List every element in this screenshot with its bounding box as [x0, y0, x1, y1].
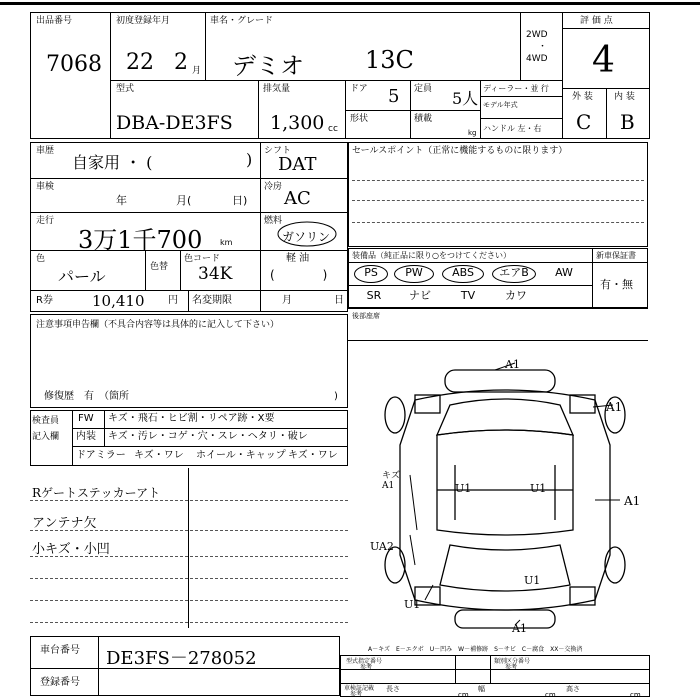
top-rule [0, 2, 700, 5]
first-reg-label: 初度登録年月 [116, 16, 171, 26]
note-3: 小キズ・小凹 [32, 542, 110, 557]
lot-no: 7068 [46, 52, 102, 77]
interior-grade: B [620, 110, 635, 134]
mark-left: キズ A1 [382, 471, 400, 491]
length-cm: cm [458, 691, 469, 699]
car-name-label: 車名・グレード [210, 16, 274, 26]
exterior-label: 外 装 [572, 92, 593, 102]
steering-label: ハンドル 左・右 [483, 124, 542, 133]
class-no-ref: 参考 [505, 664, 518, 671]
equipment-item-r2-0: SR [366, 289, 382, 302]
model-year-label: モデル年式 [483, 101, 518, 109]
equipment-item-4: AW [555, 266, 573, 279]
drive-dot: ・ [538, 42, 548, 52]
shift: DAT [278, 154, 317, 175]
inspection-close: ) [246, 150, 253, 169]
inspection-value: 自家用 ・ ( [72, 153, 153, 172]
mirror-label: ドアミラー [76, 450, 126, 461]
repair-close: ) [334, 391, 338, 402]
doors-label: ドア [350, 84, 368, 94]
doors: 5 [388, 86, 400, 107]
lot-no-label: 出品番号 [36, 16, 73, 26]
oil-label: 軽 油 [286, 253, 310, 264]
note-2: アンテナ欠 [32, 516, 97, 531]
exterior-grade: C [576, 110, 592, 134]
type-no-ref: 参考 [360, 664, 373, 671]
displacement: 1,300 [270, 112, 325, 134]
interior-label: 内 装 [614, 92, 635, 102]
type-no-label: 型式指定番号 [346, 658, 383, 665]
equipment-item-r2-2: TV [460, 289, 476, 302]
equipment-item-2: ABS [452, 266, 474, 279]
mark-front: A1 [505, 358, 520, 371]
new-warranty-label: 新車保証書 [596, 251, 636, 260]
mark-right: A1 [624, 494, 641, 508]
shaken-day: 日) [232, 194, 248, 207]
km-unit: km [220, 238, 233, 247]
fuel-label: 燃料 [264, 216, 283, 226]
grade-score: 4 [592, 40, 615, 81]
ac: AC [284, 188, 311, 209]
recycle-amount: 10,410 [92, 292, 145, 310]
color: パール [58, 267, 106, 286]
equipment-item-r2-1: ナビ [409, 289, 431, 302]
wheel-text: キズ・ワレ [288, 450, 338, 461]
shift-label: シフト [264, 146, 292, 156]
color-change-label: 色替 [150, 262, 169, 272]
damage-legend: A－キズ E－エクボ U－凹み W－補修跡 S－サビ C－腐食 XX－交換済 [368, 646, 583, 653]
inspector-label-1: 検査員 [32, 416, 60, 426]
sales-box [348, 142, 648, 247]
mark-rear-right: U1 [524, 574, 541, 587]
equipment-item-0: PS [364, 266, 378, 279]
equipment-item-3: エアB [499, 266, 529, 279]
first-reg-month: 2 [174, 50, 188, 75]
inspection-label: 車歴 [36, 146, 55, 156]
kg-unit: kg [468, 129, 477, 137]
color-label: 色 [36, 254, 46, 264]
load-label: 積載 [414, 114, 433, 124]
mark-left-rear: UA2 [370, 540, 394, 553]
height-cm: cm [630, 691, 641, 699]
dims-ref: 参考 [350, 691, 363, 698]
dims-label: 車検証記載 [344, 685, 375, 692]
inspector-label-2: 記入欄 [32, 432, 60, 442]
drive-4wd: 4WD [526, 54, 548, 64]
notes-label: 注意事項申告欄（不具合内容等は具体的に記入して下さい） [36, 320, 280, 330]
mark-left-door: U1 [455, 482, 472, 495]
length-label: 長さ [386, 685, 400, 693]
chassis-value: DE3FS－278052 [106, 648, 257, 669]
model-code: DBA-DE3FS [116, 112, 233, 134]
equipment-circle-1 [394, 265, 434, 283]
width-label: 幅 [478, 685, 485, 693]
shaken-year: 年 [116, 194, 127, 207]
nc-day: 日 [334, 295, 344, 306]
oil-parens: ( ) [270, 268, 328, 282]
height-label: 高さ [566, 685, 580, 693]
capacity-label: 定員 [414, 84, 433, 94]
mirror-text: キズ・ワレ [134, 450, 184, 461]
rear-seat-label: 後部座席 [352, 312, 380, 320]
yen-unit: 円 [168, 295, 178, 306]
ac-label: 冷房 [264, 182, 283, 192]
month-unit: 月 [192, 66, 202, 76]
interior-check-text: キズ・汚レ・コゲ・穴・スレ・ヘタリ・破レ [108, 431, 308, 442]
equipment-label: 装備品（純正品に限り○をつけてください） [352, 251, 511, 260]
capacity: 5人 [452, 89, 479, 108]
equipment-circle-0 [354, 265, 388, 283]
chassis-label: 車台番号 [40, 645, 80, 656]
recycle-label: R券 [36, 295, 53, 306]
drive-2wd: 2WD [526, 30, 548, 40]
interior-check-label: 内装 [76, 431, 96, 442]
shaken-month: 月( [176, 194, 192, 207]
cc-unit: cc [328, 124, 338, 134]
equipment-item-1: PW [405, 266, 423, 279]
warranty: 有・無 [600, 278, 633, 291]
first-reg-year: 22 [126, 50, 154, 75]
color-code-label: 色コード [184, 254, 221, 264]
class-no-label: 類別区分番号 [494, 658, 531, 665]
name-change-label: 名変期限 [192, 295, 232, 306]
width-cm: cm [545, 691, 556, 699]
registration-label: 登録番号 [40, 677, 80, 688]
fuel-circle [276, 220, 338, 248]
mark-rear: A1 [512, 622, 527, 635]
color-code: 34K [198, 264, 233, 284]
mark-right-door: U1 [530, 482, 547, 495]
shaken-label: 車検 [36, 182, 55, 192]
sales-points-label: セールスポイント（正常に機能するものに限ります） [352, 146, 568, 156]
mark-right-front: A1 [606, 400, 623, 414]
note-1: Rゲートステッカーアト [32, 486, 161, 500]
mileage-label: 走行 [36, 216, 55, 226]
repair-history: 修復歴 有 （箇所 [44, 391, 129, 402]
dealer-label: ディーラー・並 行 [483, 84, 549, 93]
shape-label: 形状 [350, 114, 369, 124]
displacement-label: 排気量 [263, 84, 291, 94]
nc-month: 月 [282, 295, 292, 306]
grade: 13C [365, 46, 414, 74]
equipment-item-r2-3: カワ [505, 289, 527, 302]
equipment-circle-2 [442, 265, 484, 283]
grade-score-label: 評 価 点 [580, 16, 613, 26]
equipment-circle-3 [492, 265, 536, 283]
car-diagram [355, 355, 655, 640]
fuel: ガソリン [282, 230, 331, 244]
fw-label: FW [78, 413, 94, 424]
mileage: 3万1千700 [78, 226, 203, 254]
fw-text: キズ・飛石・ヒビ割・リペア跡・X要 [108, 413, 275, 424]
mark-rear-left: U1 [404, 598, 421, 611]
model-label: 型式 [116, 84, 135, 94]
wheel-label: ホイール・キャップ [196, 450, 286, 461]
car-name: デミオ [232, 52, 304, 80]
